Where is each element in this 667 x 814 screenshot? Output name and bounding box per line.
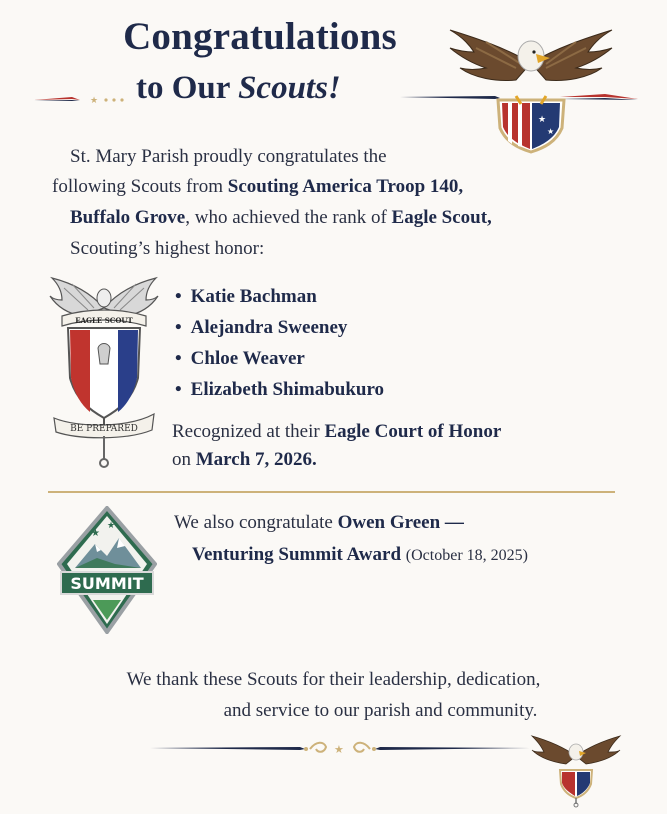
- intro-line-2: [52, 172, 463, 202]
- summit-award: Venturing Summit Award: [192, 544, 402, 565]
- intro-line-1: St. Mary Parish proudly congratulates the: [70, 146, 387, 167]
- badge-scroll-top: EAGLE SCOUT: [75, 316, 133, 325]
- intro-text-2: following Scouts from: [52, 176, 223, 197]
- subtitle-emphasis: Scouts!: [238, 70, 341, 106]
- svg-text:★: ★: [334, 743, 344, 756]
- venturing-line-1: [174, 507, 464, 539]
- list-item: • Alejandra Sweeney: [175, 313, 384, 344]
- page-title: Congratulations: [123, 15, 397, 58]
- list-item: • Elizabeth Shimabukuro: [175, 375, 384, 406]
- recognition-text: [172, 418, 501, 474]
- venturing-line-2: [192, 539, 528, 572]
- honoree-list: [175, 282, 384, 406]
- intro-text-3: , who achieved the rank of: [185, 207, 387, 228]
- closing-line-1: We thank these Scouts for their leadership, dedication,: [126, 669, 541, 690]
- summit-award-date: (October 18, 2025): [405, 547, 528, 564]
- eagle-emblem-icon: [446, 8, 616, 158]
- svg-text:★: ★: [90, 96, 99, 106]
- flourish-left-icon: [32, 88, 128, 108]
- recognition-text-2: on: [172, 449, 191, 470]
- section-divider: [48, 491, 615, 493]
- list-item: • Katie Bachman: [175, 282, 384, 313]
- svg-text:★: ★: [547, 127, 555, 136]
- subtitle-prefix: to Our: [136, 70, 230, 106]
- eagle-emblem-small-icon: [530, 728, 622, 808]
- list-item: • Chloe Weaver: [175, 344, 384, 375]
- summit-badge-label: SUMMIT: [70, 574, 144, 593]
- troop-name: Scouting America Troop 140,: [227, 176, 464, 197]
- court-date: March 7, 2026.: [195, 449, 317, 470]
- bottom-ornament-icon: [140, 733, 540, 763]
- summit-badge-icon: [57, 506, 157, 634]
- venturing-text-1: We also congratulate: [174, 512, 333, 533]
- court-of-honor: Eagle Court of Honor: [324, 421, 502, 442]
- eagle-scout-badge-icon: [48, 268, 160, 470]
- venturer-name: Owen Green —: [337, 512, 464, 533]
- troop-city: Buffalo Grove: [70, 207, 186, 228]
- badge-scroll-bottom: BE PREPARED: [70, 424, 138, 434]
- page-subtitle: [136, 70, 341, 107]
- svg-text:★: ★: [538, 115, 547, 125]
- svg-text:★: ★: [91, 528, 100, 539]
- intro-line-3: [70, 203, 492, 233]
- intro-line-4: Scouting’s highest honor:: [70, 238, 265, 259]
- svg-text:★: ★: [107, 521, 116, 531]
- recognition-text-1: Recognized at their: [172, 421, 320, 442]
- closing-line-2: and service to our parish and community.: [223, 700, 538, 721]
- rank-name: Eagle Scout,: [391, 207, 492, 228]
